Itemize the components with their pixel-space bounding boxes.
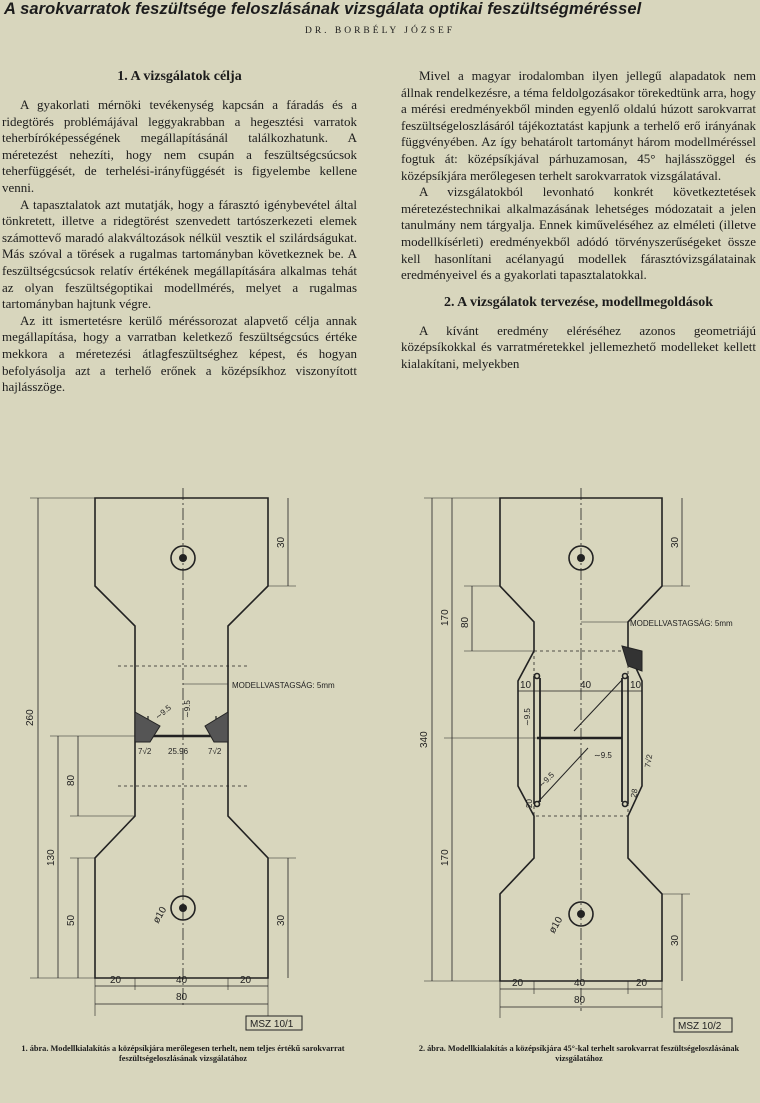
model-note: MODELLVASTAGSÁG: 5mm xyxy=(630,619,733,628)
figure-1 xyxy=(0,486,380,1046)
weld-dim-d: 7√2 xyxy=(643,753,655,769)
dim-30-bottom: 30 xyxy=(670,934,681,946)
weld-dim-gap: 25.96 xyxy=(168,747,189,756)
dim-50: 50 xyxy=(66,914,77,926)
left-column xyxy=(2,68,357,396)
dim-20-left: 20 xyxy=(512,978,524,989)
page-title: A sarokvarratok feszültsége feloszlásának vizsgálata optikai feszültségméréssel xyxy=(4,0,642,18)
section-heading-2: 2. A vizsgálatok tervezése, modellmegoldások xyxy=(443,294,714,310)
dim-30-top: 30 xyxy=(670,536,681,548)
dim-hole: ø10 xyxy=(151,905,170,926)
stamp-label: MSZ 10/2 xyxy=(678,1021,722,1032)
dim-130: 130 xyxy=(46,849,57,866)
weld-dim-b: ∼9.5 xyxy=(183,700,192,718)
dim-40: 40 xyxy=(574,978,586,989)
dim-80: 80 xyxy=(66,774,77,786)
dim-80-bottom: 80 xyxy=(574,995,586,1006)
dim-40-upper: 40 xyxy=(580,680,592,691)
weld-dim-a: ∼9.5 xyxy=(153,703,173,722)
weld-dim-a: ∼9.5 xyxy=(523,708,532,726)
model-note: MODELLVASTAGSÁG: 5mm xyxy=(232,681,335,690)
figure-2-caption: 2. ábra. Modellkialakítás a középsíkjára 45°-kal terhelt sarokvarrat feszültségeloszlásának vizsgálatához xyxy=(418,1044,740,1063)
section-heading-1: 1. A vizsgálatok célja xyxy=(117,69,242,84)
dim-170-bottom: 170 xyxy=(440,849,451,866)
dim-20-left: 20 xyxy=(110,975,122,986)
weld-dim-c: ∼9.5 xyxy=(594,751,612,760)
dim-total-height: 340 xyxy=(419,731,430,748)
paragraph: A vizsgálatokból levonható konkrét következtetések méretezéstechnikai alkalmazásának lehetséges módozatait a jelen tanulmány nem tárgyalja. Ennek kiműveléséhez az elméleti (illetve modellkísérleti) eredményekből adódó törvényszerűségeket össze kell hasonlítani acélanyagú modellek fárasztóvizsgálatainak eredményeivel és a gyakorlati tapasztalatokkal. xyxy=(401,184,756,283)
paragraph: Az itt ismertetésre kerülő méréssorozat alapvető célja annak megállapítása, hogy a varratban keletkező feszültségcsúcs értéke mekkora a méretezési átlagfeszültséghez képest, és hogyan befolyásolja azt a terhelő erőnek a középsíkhoz viszonyított hajlásszöge. xyxy=(2,312,357,395)
dim-30-bottom: 30 xyxy=(276,914,287,926)
paragraph: A kívánt eredmény eléréséhez azonos geometriájú középsíkokkal és varratméretekkel jellemezhető modelleket kellett kialakítani, melyekben xyxy=(401,322,756,371)
weld-dim-b: ∼9.5 xyxy=(537,770,557,790)
right-column xyxy=(401,68,756,373)
dim-40: 40 xyxy=(176,975,188,986)
author: DR. BORBÉLY JÓZSEF xyxy=(304,26,456,36)
paragraph: A tapasztalatok azt mutatják, hogy a fárasztó igénybevétel által tönkretett, illetve a ridegtörést szenvedett tartószerkezeti elemek számottevő maradó alakváltozások nélkül vesztik el szilárdságukat. Más szóval a törések a rugalmas tartományban következnek be. A feszültségcsúcsok relatív értékének megállapítására alkalmas tehát az olyan feszültségoptikai modellmérés, melyet a rugalmas tartományban hajtunk végre. xyxy=(2,196,357,312)
dim-80: 80 xyxy=(460,616,471,628)
paragraph: Mivel a magyar irodalomban ilyen jellegű alapadatok nem állnak rendelkezésre, a téma feldolgozásakor törekedtünk arra, hogy a mérési eredményekből minden egyenlő oldalú húzott sarokvarrat feszültségeloszlásáról tájékoztatást kapjunk a terhelő erő irányának függvényében. Az így behatárolt tartományt három modellméréssel fogtuk át: középsíkjával párhuzamosan, 45° hajlásszöggel és középsíkjára merőlegesen terhelt sarokvarratok vizsgálatával. xyxy=(401,68,756,183)
dim-total-height: 260 xyxy=(25,709,36,726)
weld-dim-1: 7√2 xyxy=(138,747,152,756)
dim-hole: ø10 xyxy=(547,915,566,936)
dim-30-top: 30 xyxy=(276,536,287,548)
dim-80-bottom: 80 xyxy=(176,992,188,1003)
figure-1-caption: 1. ábra. Modellkialakítás a középsíkjára merőlegesen terhelt, nem teljes értékű sarokvarrat feszültségeloszlásának vizsgálatához xyxy=(21,1044,345,1063)
dim-10-left: 10 xyxy=(520,680,532,691)
weld-dim-f: 28 xyxy=(629,788,640,799)
figure-2 xyxy=(392,486,760,1046)
paragraph: A gyakorlati mérnöki tevékenység kapcsán a fáradás és a ridegtörés problémájával leggyakrabban a hegesztési varratok teherbíróképességének megállapításánál találkozhatunk. A méretezést nehezíti, hogy nem csupán a feszültségcsúcsok teherfüggését, de terhelési-irányfüggését is figyelembe kellene venni. xyxy=(2,97,357,195)
dim-170-top: 170 xyxy=(440,609,451,626)
stamp-label: MSZ 10/1 xyxy=(250,1019,294,1030)
dim-20-right: 20 xyxy=(636,978,648,989)
dim-20-right: 20 xyxy=(240,975,252,986)
weld-dim-e: 20 xyxy=(525,799,534,808)
weld-dim-2: 7√2 xyxy=(208,747,222,756)
dim-10-right: 10 xyxy=(630,680,642,691)
